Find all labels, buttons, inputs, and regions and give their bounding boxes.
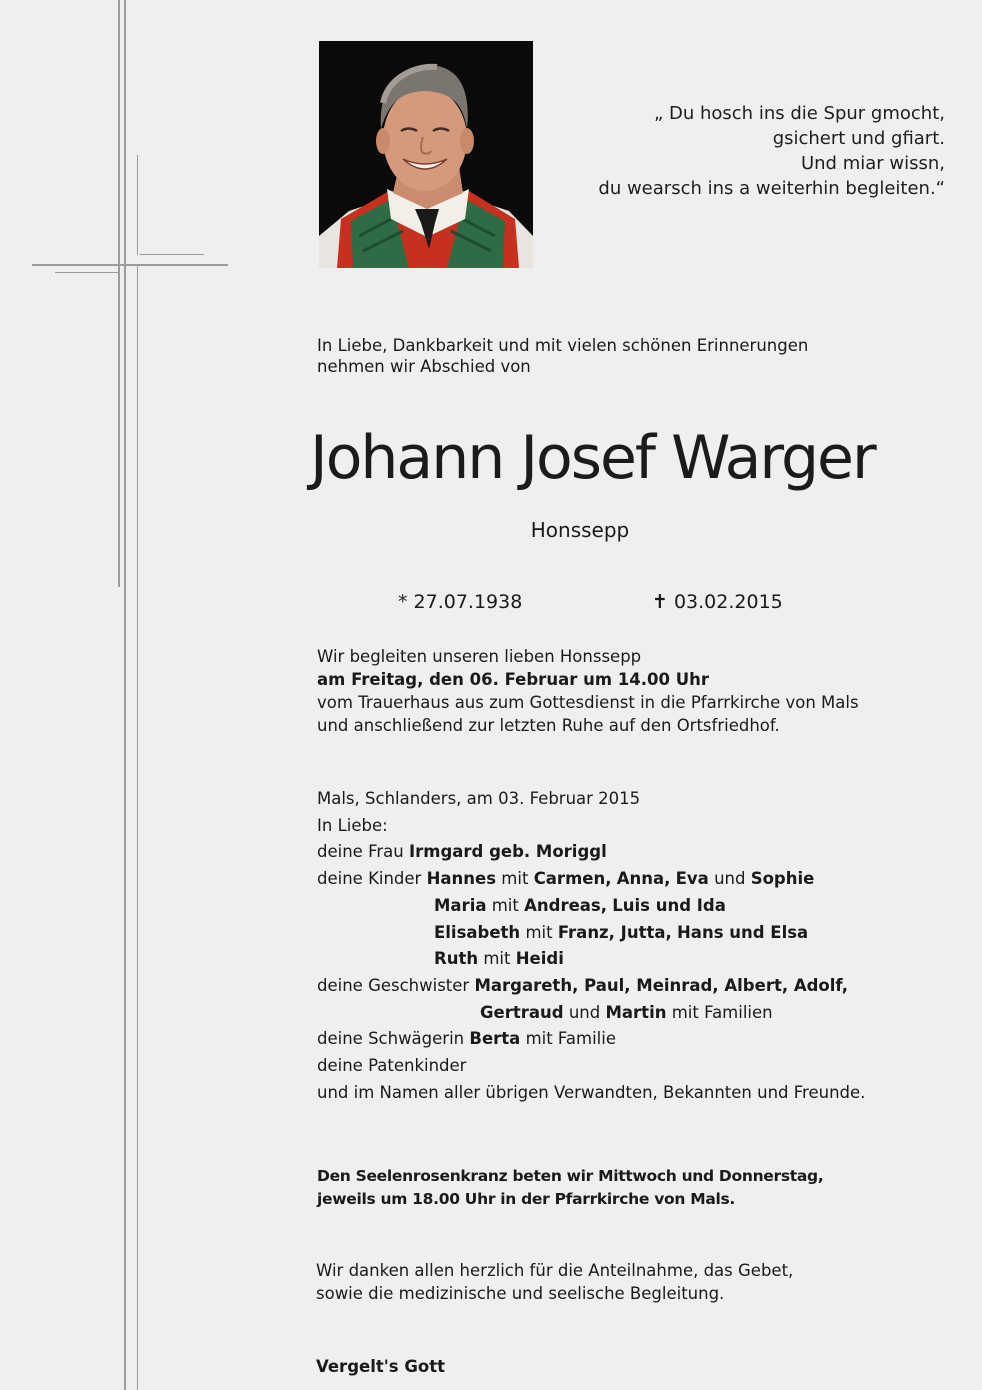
sister-in-law-row xyxy=(317,1026,957,1053)
sibling-name: Martin xyxy=(605,1002,667,1022)
sister-in-law-label: deine Schwägerin xyxy=(317,1029,465,1049)
siblings-names: Margareth, Paul, Meinrad, Albert, Adolf, xyxy=(474,975,848,995)
grandchild-name: Sophie xyxy=(750,869,815,889)
wife-label: deine Frau xyxy=(317,842,404,862)
siblings-row xyxy=(317,973,957,1000)
death-date: ✝ 03.02.2015 xyxy=(652,591,783,613)
other-mourners: und im Namen aller übrigen Verwandten, Bekannten und Freunde. xyxy=(317,1082,866,1102)
cross-horizontal-line xyxy=(32,264,228,266)
child-partner: Franz, Jutta, xyxy=(557,922,672,942)
child-partner: Heidi xyxy=(515,949,564,969)
children-row xyxy=(317,866,957,893)
deceased-name: Johann Josef Warger xyxy=(310,423,875,493)
quote-line: gsichert und gfiart. xyxy=(772,128,945,149)
funeral-line: vom Trauerhaus aus zum Gottesdienst in die Pfarrkirche von Mals xyxy=(317,693,859,712)
in-love-label: In Liebe: xyxy=(317,815,388,835)
quote-line: du wearsch ins a weiterhin begleiten.“ xyxy=(598,178,945,199)
child-name: Maria xyxy=(434,895,487,915)
portrait-photo xyxy=(319,41,533,268)
cross-horizontal-line xyxy=(55,272,120,273)
rosary-info xyxy=(317,1165,937,1211)
child-name: Hannes xyxy=(426,869,497,889)
birth-date: * 27.07.1938 xyxy=(398,591,523,613)
funeral-line: und anschließend zur letzten Ruhe auf den Ortsfriedhof. xyxy=(317,716,780,735)
funeral-date-line: am Freitag, den 06. Februar um 14.00 Uhr xyxy=(317,670,709,689)
grandchildren-names: Luis und Ida xyxy=(612,895,726,915)
quote-line: Und miar wissn, xyxy=(800,153,945,174)
with-word: mit xyxy=(525,922,553,942)
deceased-nickname: Honssepp xyxy=(530,518,630,542)
thanks-text xyxy=(316,1259,936,1305)
place-date: Mals, Schlanders, am 03. Februar 2015 xyxy=(317,789,641,808)
funeral-info xyxy=(317,645,937,737)
cross-vertical-line xyxy=(137,155,138,255)
child-name: Ruth xyxy=(434,949,479,969)
sibling-name: Gertraud xyxy=(480,1002,564,1022)
with-families: mit Familien xyxy=(671,1002,773,1022)
grandchild-name: Eva xyxy=(675,869,709,889)
with-word: mit xyxy=(501,869,529,889)
funeral-line: Wir begleiten unseren lieben Honssepp xyxy=(317,647,642,666)
with-family: mit Familie xyxy=(525,1029,616,1049)
rosary-line: Den Seelenrosenkranz beten wir Mittwoch und Donnerstag, xyxy=(317,1167,824,1185)
grandchildren-names: Hans und Elsa xyxy=(677,922,809,942)
wife-name: Irmgard geb. Moriggl xyxy=(408,842,607,862)
siblings-label: deine Geschwister xyxy=(317,975,470,995)
portrait-illustration xyxy=(319,41,533,268)
wife-row xyxy=(317,839,957,866)
cross-horizontal-line xyxy=(140,254,204,255)
grandchild-name: Anna, xyxy=(616,869,671,889)
rosary-line: jeweils um 18.00 Uhr in der Pfarrkirche von Mals. xyxy=(317,1190,736,1208)
cross-vertical-line xyxy=(137,266,138,1390)
children-row xyxy=(317,893,957,920)
sister-in-law-name: Berta xyxy=(469,1029,521,1049)
with-word: mit xyxy=(491,895,519,915)
child-partner: Carmen, xyxy=(533,869,612,889)
intro-text xyxy=(317,335,917,377)
mourners-list xyxy=(317,786,957,1106)
children-row xyxy=(317,920,957,947)
children-row xyxy=(317,946,957,973)
thanks-line: sowie die medizinische und seelische Begleitung. xyxy=(316,1284,725,1303)
with-word: mit xyxy=(483,949,511,969)
memorial-quote xyxy=(580,101,945,201)
and-word: und xyxy=(568,1002,601,1022)
children-label: deine Kinder xyxy=(317,869,422,889)
intro-line: In Liebe, Dankbarkeit und mit vielen schönen Erinnerungen xyxy=(317,336,809,355)
siblings-row xyxy=(317,1000,957,1027)
cross-vertical-line xyxy=(124,0,126,1390)
thanks-line: Wir danken allen herzlich für die Anteilnahme, das Gebet, xyxy=(316,1261,794,1280)
cross-vertical-line xyxy=(118,0,120,587)
child-name: Elisabeth xyxy=(434,922,521,942)
quote-line: „ Du hosch ins die Spur gmocht, xyxy=(653,103,945,124)
child-partner: Andreas, xyxy=(524,895,608,915)
closing-text: Vergelt's Gott xyxy=(316,1357,446,1376)
godchildren: deine Patenkinder xyxy=(317,1056,467,1076)
and-word: und xyxy=(714,869,746,889)
intro-line: nehmen wir Abschied von xyxy=(317,357,531,376)
